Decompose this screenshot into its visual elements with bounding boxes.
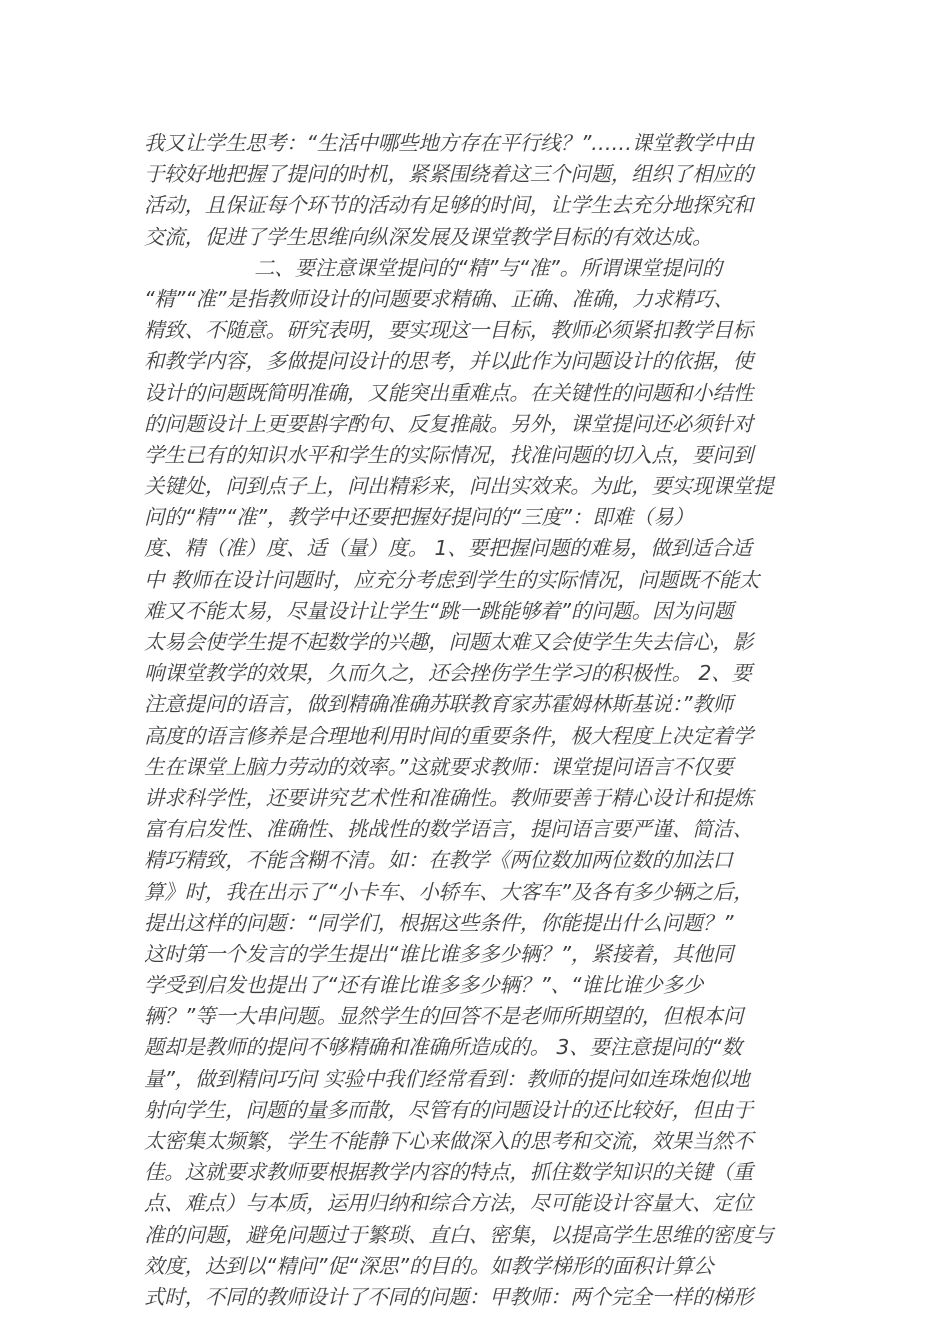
text-line: 精巧精致，不能含糊不清。如：在教学《两位数加两位数的加法口 — [144, 848, 733, 873]
text-line: 于较好地把握了提问的时机，紧紧围绕着这三个问题，组织了相应的 — [144, 162, 753, 187]
text-line: 问的“精”“准”，教学中还要把握好提问的“三度”：即难（易） — [144, 505, 694, 530]
text-line: 讲求科学性，还要讲究艺术性和准确性。教师要善于精心设计和提炼 — [144, 785, 753, 810]
body-text — [144, 128, 809, 1313]
text-line: 式时，不同的教师设计了不同的问题：甲教师：两个完全一样的梯形 — [144, 1284, 753, 1309]
text-line: 富有启发性、准确性、挑战性的数学语言，提问语言要严谨、简洁、 — [144, 817, 753, 842]
text-line: 中 教师在设计问题时，应充分考虑到学生的实际情况，问题既不能太 — [144, 567, 760, 592]
text-line: 生在课堂上脑力劳动的效率。”这就要求教师：课堂提问语言不仅要 — [144, 754, 733, 779]
section-heading-line: 二、要注意课堂提问的“精”与“准”。所谓课堂提问的 — [254, 255, 722, 280]
text-line: 我又让学生思考：“生活中哪些地方存在平行线？”……课堂教学中由 — [144, 131, 754, 155]
text-line: 响课堂教学的效果，久而久之，还会挫伤学生学习的积极性。 2、要 — [144, 661, 752, 686]
text-line: 辆？”等一大串问题。显然学生的回答不是老师所期望的，但根本问 — [144, 1004, 744, 1029]
text-line: 准的问题，避免问题过于繁琐、直白、密集，以提高学生思维的密度与 — [144, 1222, 774, 1247]
text-line: 难又不能太易，尽量设计让学生“跳一跳能够着”的问题。因为问题 — [144, 598, 734, 623]
text-line: 和教学内容，多做提问设计的思考，并以此作为问题设计的依据，使 — [144, 349, 753, 374]
text-line: 佳。这就要求教师要根据教学内容的特点，抓住数学知识的关键（重 — [144, 1160, 753, 1185]
text-line: 设计的问题既简明准确，又能突出重难点。在关键性的问题和小结性 — [144, 380, 753, 405]
text-line: 关键处，问到点子上，问出精彩来，问出实效来。为此，要实现课堂提 — [144, 474, 774, 499]
text-line: 这时第一个发言的学生提出“谁比谁多多少辆？”，紧接着，其他同 — [144, 941, 734, 966]
text-line: 射向学生，问题的量多而散，尽管有的问题设计的还比较好，但由于 — [144, 1097, 753, 1122]
text-line: “精”“准”是指教师设计的问题要求精确、正确、准确，力求精巧、 — [144, 286, 734, 311]
text-line: 效度，达到以“精问”促“深思”的目的。如教学梯形的面积计算公 — [144, 1253, 714, 1278]
text-line: 交流，促进了学生思维向纵深发展及课堂教学目标的有效达成。 — [144, 224, 713, 249]
text-line: 提出这样的问题：“同学们，根据这些条件，你能提出什么问题？” — [144, 910, 734, 935]
text-line: 点、难点）与本质，运用归纳和综合方法，尽可能设计容量大、定位 — [144, 1191, 753, 1216]
text-line: 量”，做到精问巧问 实验中我们经常看到：教师的提问如连珠炮似地 — [144, 1066, 750, 1091]
text-line: 注意提问的语言，做到精确准确苏联教育家苏霍姆林斯基说：”教师 — [144, 692, 733, 717]
text-line: 太密集太频繁，学生不能静下心来做深入的思考和交流，效果当然不 — [144, 1129, 753, 1153]
text-line: 学受到启发也提出了“还有谁比谁多多少辆？”、“谁比谁少多少 — [144, 973, 704, 998]
text-line: 活动，且保证每个环节的活动有足够的时间，让学生去充分地探究和 — [144, 193, 753, 218]
text-line: 题却是教师的提问不够精确和准确所造成的。 3、要注意提问的“数 — [144, 1035, 742, 1060]
text-line: 太易会使学生提不起数学的兴趣，问题太难又会使学生失去信心，影 — [144, 630, 753, 654]
text-line: 精致、不随意。研究表明，要实现这一目标，教师必须紧扣教学目标 — [144, 318, 753, 343]
text-line: 算》时，我在出示了“小卡车、小轿车、大客车”及各有多少辆之后， — [144, 879, 754, 904]
text-line: 的问题设计上更要斟字酌句、反复推敲。另外，课堂提问还必须针对 — [144, 411, 753, 436]
text-line: 学生已有的知识水平和学生的实际情况，找准问题的切入点，要问到 — [144, 442, 753, 467]
text-line: 高度的语言修养是合理地利用时间的重要条件，极大程度上决定着学 — [144, 723, 753, 748]
text-line: 度、精（准）度、适（量）度。 1、要把握问题的难易，做到适合适 — [144, 536, 752, 561]
